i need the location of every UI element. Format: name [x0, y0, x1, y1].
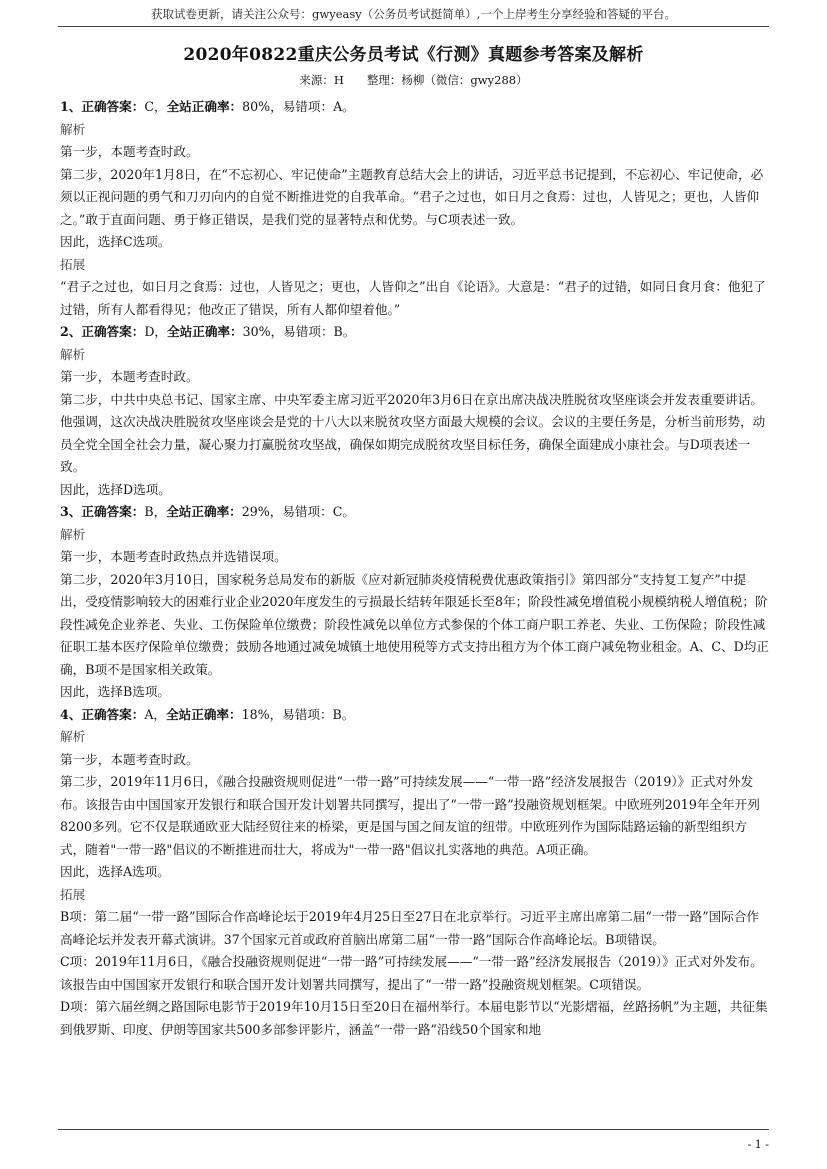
document-source: 来源：H 整理：杨柳（微信：gwy288）	[299, 73, 528, 87]
answer-label: 正确答案：	[81, 504, 145, 519]
question-1-answer-line	[60, 96, 770, 119]
analysis-heading: 解析	[60, 346, 86, 362]
analysis-step-2: 第二步，2019年11月6日，《融合投融资规则促进“一带一路”可持续发展——“一带一路”经济发展报告（2019）》正式对外发布。该报告由中国国家开发银行和联合国开发计划署共同撰写，提出了“一带一路”投融资规划框架。中欧班列2019年全年开列8200多列。它不仅是联通欧亚大陆经贸往来的桥梁，更是国与国之间友谊的纽带。中欧班列作为国际陆路运输的新型组织方式，随着"一带一路"倡议的不断推进而壮大，将成为"一带一路"倡议扎实落地的典范。A项正确。	[60, 774, 760, 857]
answer-value: D，	[144, 324, 168, 339]
rate-value: 80%，易错项：A。	[242, 99, 355, 114]
analysis-conclusion: 因此，选择C选项。	[60, 234, 171, 249]
analysis-heading: 解析	[60, 526, 86, 542]
analysis-step-1: 第一步，本题考查时政。	[60, 144, 199, 159]
question-number: 4、	[60, 706, 82, 722]
rate-value: 18%，易错项：B。	[241, 706, 355, 722]
analysis-step-1: 第一步，本题考查时政热点并选错误项。	[60, 549, 287, 564]
analysis-step-2: 第二步，2020年3月10日，国家税务总局发布的新版《应对新冠肺炎疫情税费优惠政策指引》第四部分“支持复工复产”中提出，受疫情影响较大的困难行业企业2020年度发生的亏损最长结转年限延长至8年；阶段性减免增值税小规模纳税人增值税；阶段性减免企业养老、失业、工伤保险单位缴费；阶段性减免以单位方式参保的个体工商户职工养老、失业、工伤保险；阶段性减征职工基本医疗保险单位缴费；鼓励各地通过减免城镇土地使用税等方式支持出租方为个体工商户减免物业租金。A、C、D均正确，B项不是国家相关政策。	[60, 571, 769, 677]
question-4-answer-line	[60, 704, 770, 727]
header-divider	[58, 26, 769, 27]
question-number: 3、	[60, 504, 82, 519]
extension-heading: 拓展	[60, 886, 86, 902]
extension-option-b: B项：第二届“一带一路”国际合作高峰论坛于2019年4月25日至27日在北京举行。习近平主席出席第二届“一带一路”国际合作高峰论坛并发表开幕式演讲。37个国家元首或政府首脑出席第二届“一带一路”国际合作高峰论坛。B项错误。	[60, 909, 760, 947]
footer-divider	[58, 1129, 769, 1130]
answer-label: 正确答案：	[81, 706, 145, 722]
answer-value: B，	[144, 504, 167, 519]
page-number: - 1 -	[747, 1138, 769, 1151]
rate-label: 全站正确率：	[166, 99, 243, 114]
answer-value: C，	[144, 99, 167, 114]
rate-label: 全站正确率：	[166, 706, 242, 722]
question-2-answer-line	[60, 321, 770, 344]
question-number: 1、	[60, 99, 82, 114]
analysis-conclusion: 因此，选择A选项。	[60, 864, 170, 879]
analysis-heading: 解析	[60, 121, 86, 137]
analysis-conclusion: 因此，选择B选项。	[60, 684, 171, 699]
analysis-step-2: 第二步，中共中央总书记、国家主席、中央军委主席习近平2020年3月6日在京出席决战决胜脱贫攻坚座谈会并发表重要讲话。他强调，这次决战决胜脱贫攻坚座谈会是党的十八大以来脱贫攻坚方面最大规模的会议。会议的主要任务是，分析当前形势，动员全党全国全社会力量，凝心聚力打赢脱贫攻坚战，确保如期完成脱贫攻坚目标任务，确保全面建成小康社会。与D项表述一致。	[60, 391, 766, 474]
rate-value: 30%，易错项：B。	[242, 324, 356, 339]
extension-heading: 拓展	[60, 256, 86, 272]
answer-value: A，	[144, 706, 167, 722]
rate-value: 29%，易错项：C。	[241, 504, 355, 519]
question-3-answer-line	[60, 501, 770, 524]
question-number: 2、	[60, 324, 82, 339]
analysis-step-2: 第二步，2020年1月8日，在“不忘初心、牢记使命”主题教育总结大会上的讲话，习近平总书记提到，不忘初心、牢记使命，必须以正视问题的勇气和刀刃向内的自觉不断推进党的自我革命。“君子之过也，如日月之食焉：过也，人皆见之；更也，人皆仰之。”敢于直面问题、勇于修正错误，是我们党的显著特点和优势。与C项表述一致。	[60, 166, 764, 227]
answer-label: 正确答案：	[81, 324, 145, 339]
analysis-step-1: 第一步，本题考查时政。	[60, 751, 199, 767]
extension-option-c: C项：2019年11月6日，《融合投融资规则促进“一带一路”可持续发展——“一带一路”经济发展报告（2019）》正式对外发布。该报告由中国国家开发银行和联合国开发计划署共同撰写，提出了“一带一路”投融资规划框架。C项错误。	[60, 954, 763, 992]
rate-label: 全站正确率：	[166, 504, 242, 519]
analysis-step-1: 第一步，本题考查时政。	[60, 369, 199, 384]
analysis-heading: 解析	[60, 729, 86, 744]
document-body	[60, 96, 770, 1041]
answer-label: 正确答案：	[81, 99, 145, 114]
analysis-conclusion: 因此，选择D选项。	[60, 481, 171, 497]
rate-label: 全站正确率：	[167, 324, 243, 339]
extension-text: “君子之过也，如日月之食焉：过也，人皆见之；更也，人皆仰之”出自《论语》。大意是：“君子的过错，如同日食月食：他犯了过错，所有人都看得见；他改正了错误，所有人都仰望着他。”	[60, 279, 766, 317]
promo-banner: 获取试卷更新，请关注公众号：gwyeasy（公务员考试挺简单）,一个上岸考生分享经验和答疑的平台。	[151, 7, 676, 21]
extension-option-d: D项：第六届丝绸之路国际电影节于2019年10月15日至20日在福州举行。本届电影节以“光影熠福，丝路扬帆”为主题，共征集到俄罗斯、印度、伊朗等国家共500多部参评影片，涵盖“一带一路”沿线50个国家和地	[60, 999, 768, 1037]
document-title: 2020年0822重庆公务员考试《行测》真题参考答案及解析	[183, 45, 644, 65]
